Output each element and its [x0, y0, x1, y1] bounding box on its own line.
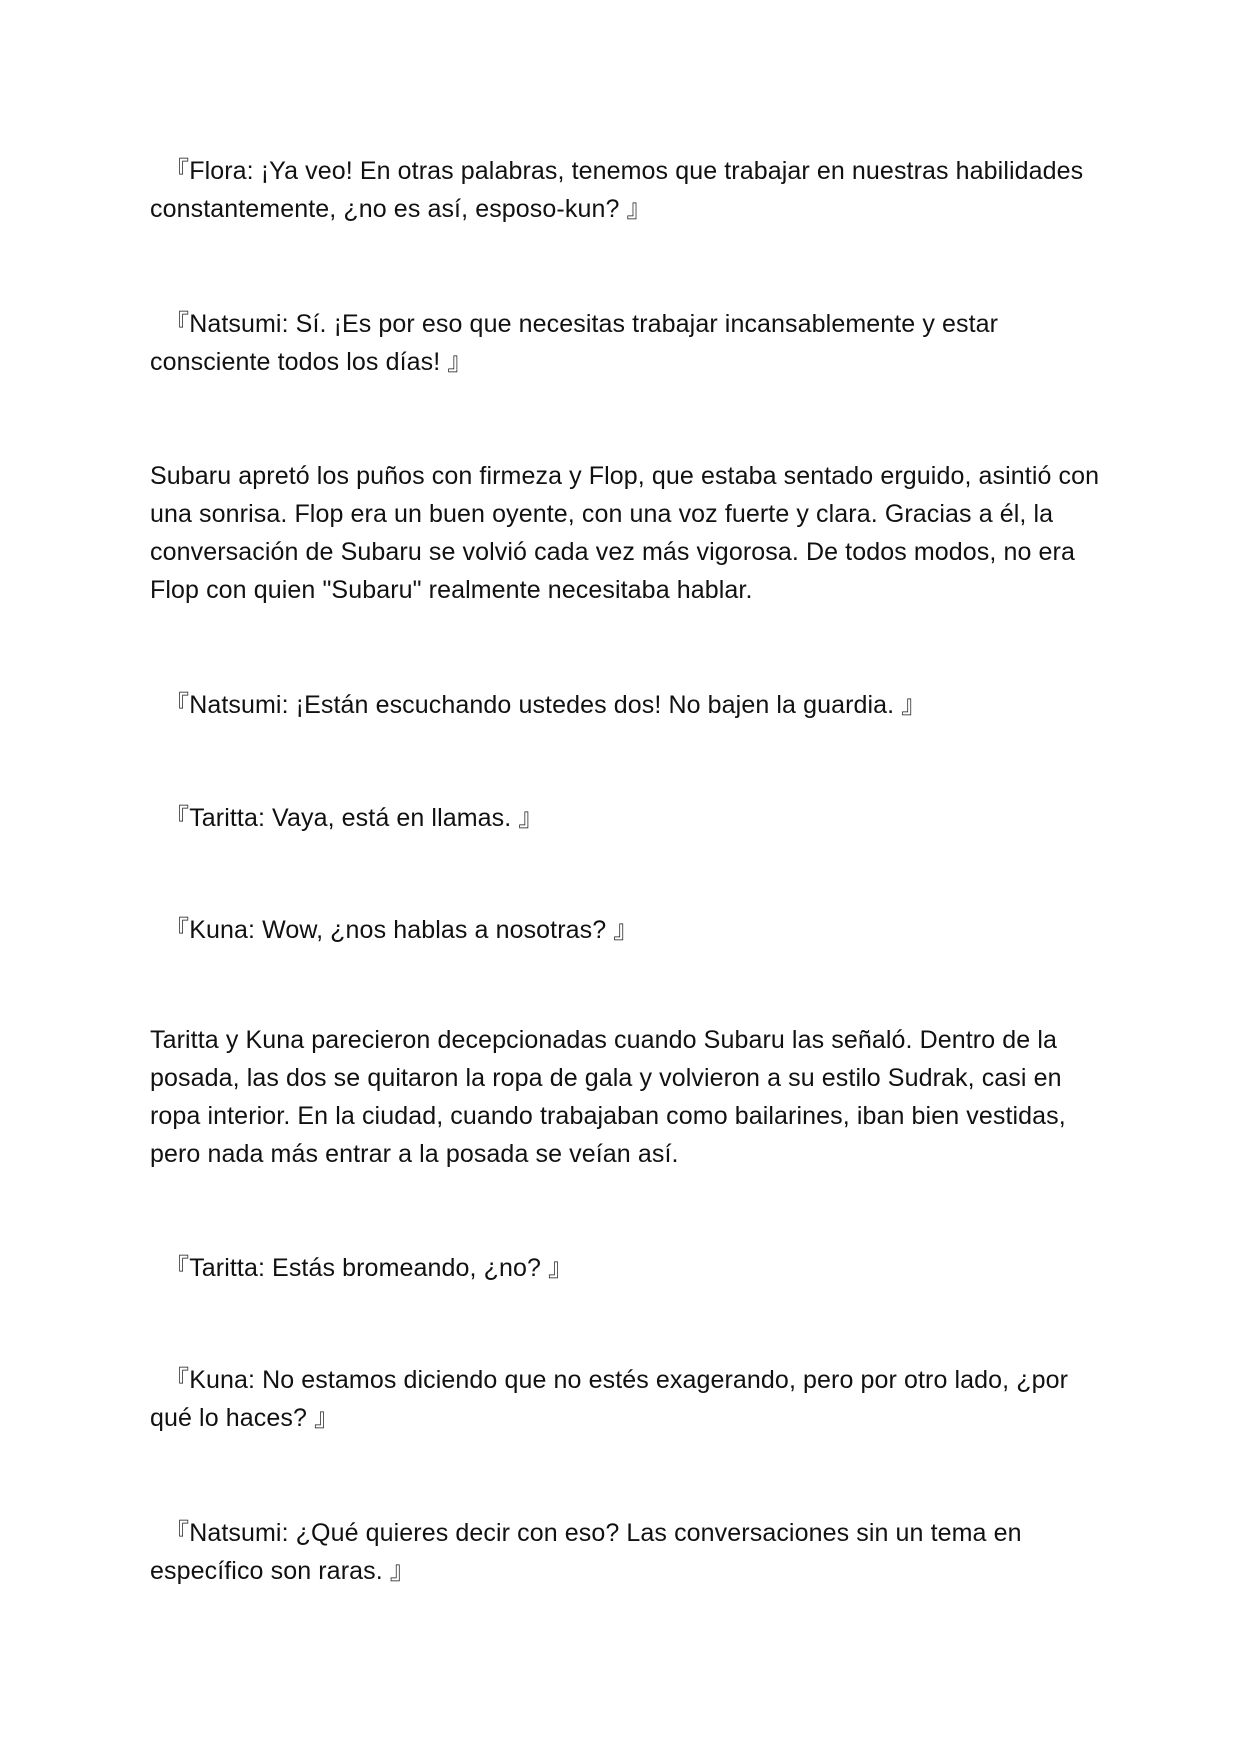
narration-paragraph-1: Subaru apretó los puños con firmeza y Flop, que estaba sentado erguido, asintió con una sonrisa. Flop era un buen oyente, con una voz fuerte y clara. Gracias a él, la conversación de Subaru se volvió cada vez más vigorosa. De todos modos, no era Flop con quien "Subaru" realmente necesitaba hablar. [150, 462, 1100, 604]
dialogue-natsumi-3: 『Natsumi: ¿Qué quieres decir con eso? Las conversaciones sin un tema en específico son raras. 』 [150, 1519, 1022, 1585]
dialogue-natsumi-2: 『Natsumi: ¡Están escuchando ustedes dos! No bajen la guardia. 』 [150, 691, 927, 719]
dialogue-taritta-1: 『Taritta: Vaya, está en llamas. 』 [150, 804, 544, 832]
dialogue-kuna-2: 『Kuna: No estamos diciendo que no estés exagerando, pero por otro lado, ¿por qué lo haces? 』 [150, 1366, 1069, 1432]
dialogue-flora-1: 『Flora: ¡Ya veo! En otras palabras, tenemos que trabajar en nuestras habilidades constantemente, ¿no es así, esposo-kun? 』 [150, 157, 1084, 223]
dialogue-kuna-1: 『Kuna: Wow, ¿nos hablas a nosotras? 』 [150, 916, 639, 944]
dialogue-taritta-2: 『Taritta: Estás bromeando, ¿no? 』 [150, 1254, 574, 1282]
narration-paragraph-2: Taritta y Kuna parecieron decepcionadas cuando Subaru las señaló. Dentro de la posada, las dos se quitaron la ropa de gala y volvieron a su estilo Sudrak, casi en ropa interior. En la ciudad, cuando trabajaban como bailarines, iban bien vestidas, pero nada más entrar a la posada se veían así. [150, 1026, 1066, 1168]
dialogue-natsumi-1: 『Natsumi: Sí. ¡Es por eso que necesitas trabajar incansablemente y estar consciente todos los días! 』 [150, 310, 999, 376]
